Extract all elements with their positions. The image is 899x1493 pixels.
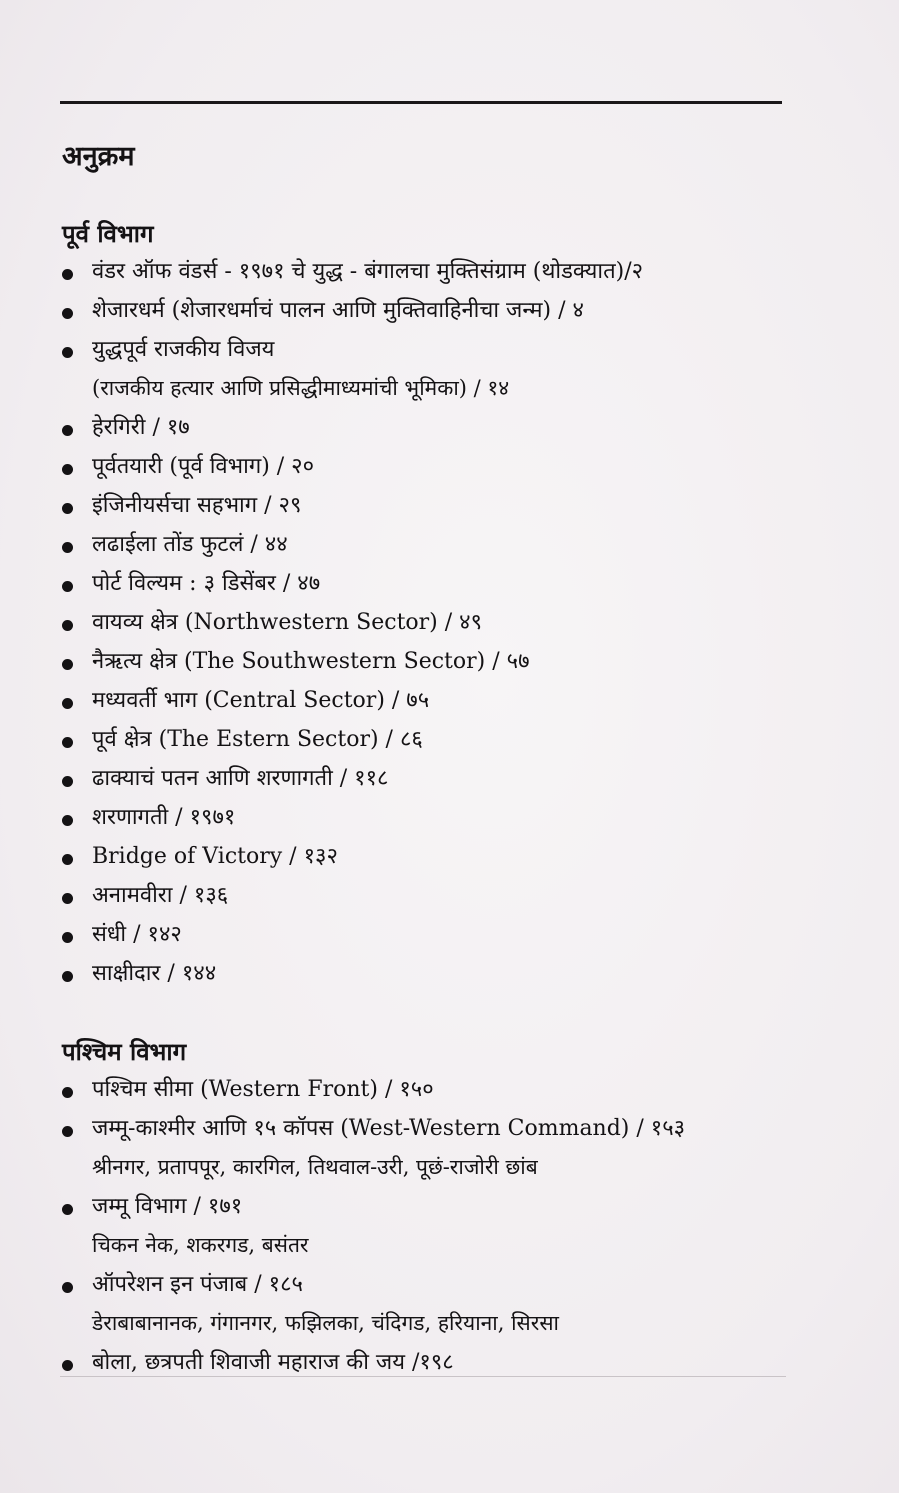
bullet-icon <box>62 971 73 982</box>
bullet-icon <box>62 269 73 280</box>
toc-entry-text: इंजिनीयर्सचा सहभाग / २९ <box>92 493 302 518</box>
toc-entry-text: पूर्वतयारी (पूर्व विभाग) / २० <box>92 454 315 479</box>
bullet-icon <box>62 1087 73 1098</box>
section-heading-west: पश्चिम विभाग <box>62 1037 187 1066</box>
bullet-icon <box>62 815 73 826</box>
toc-entry <box>62 1070 792 1109</box>
bullet-icon <box>62 1126 73 1137</box>
bullet-icon <box>62 854 73 865</box>
toc-entry <box>62 1187 792 1265</box>
bullet-icon <box>62 464 73 475</box>
toc-entry-text: शेजारधर्म (शेजारधर्माचं पालन आणि मुक्तिवाहिनीचा जन्म) / ४ <box>92 298 584 323</box>
toc-entry-text: बोला, छत्रपती शिवाजी महाराज की जय /१९८ <box>92 1350 454 1375</box>
toc-entry-text: ऑपरेशन इन पंजाब / १८५ <box>92 1272 303 1297</box>
toc-entry <box>62 954 792 993</box>
bullet-icon <box>62 698 73 709</box>
toc-entry <box>62 252 792 291</box>
toc-entry <box>62 837 792 876</box>
top-rule <box>60 101 782 104</box>
bullet-icon <box>62 776 73 787</box>
toc-entry-text: पोर्ट विल्यम : ३ डिसेंबर / ४७ <box>92 571 321 596</box>
section-heading-east: पूर्व विभाग <box>62 219 154 248</box>
toc-entry-text: शरणागती / १९७१ <box>92 805 236 830</box>
toc-entry-subtext: डेराबाबानानक, गंगानगर, फझिलका, चंदिगड, हरियाना, सिरसा <box>92 1311 559 1335</box>
toc-entry <box>62 408 792 447</box>
toc-entry-subtext: (राजकीय हत्यार आणि प्रसिद्धीमाध्यमांची भूमिका) / १४ <box>92 376 510 400</box>
toc-entry <box>62 759 792 798</box>
bullet-icon <box>62 893 73 904</box>
toc-entry-text: हेरगिरी / १७ <box>92 415 190 440</box>
toc-entry-text: संधी / १४२ <box>92 922 182 947</box>
toc-entry-subtext: श्रीनगर, प्रतापपूर, कारगिल, तिथवाल-उरी, पूछं-राजोरी छांब <box>92 1155 538 1179</box>
toc-entry-text: पश्चिम सीमा (Western Front) / १५० <box>92 1077 434 1102</box>
toc-entry-subtext: चिकन नेक, शकरगड, बसंतर <box>92 1233 309 1257</box>
toc-entry <box>62 798 792 837</box>
bullet-icon <box>62 932 73 943</box>
toc-entry <box>62 564 792 603</box>
bullet-icon <box>62 308 73 319</box>
toc-entry-text: युद्धपूर्व राजकीय विजय <box>92 337 275 362</box>
bullet-icon <box>62 659 73 670</box>
toc-entry-text: वायव्य क्षेत्र (Northwestern Sector) / ४९ <box>92 610 483 635</box>
toc-entry-text: वंडर ऑफ वंडर्स - १९७१ चे युद्ध - बंगालचा मुक्तिसंग्राम (थोडक्यात)/२ <box>92 259 644 284</box>
toc-entry-text: अनामवीरा / १३६ <box>92 883 229 908</box>
toc-entry <box>62 1109 792 1187</box>
toc-list-east <box>62 252 792 993</box>
toc-entry-text: मध्यवर्ती भाग (Central Sector) / ७५ <box>92 688 430 713</box>
toc-entry <box>62 1265 792 1343</box>
toc-entry <box>62 642 792 681</box>
bullet-icon <box>62 425 73 436</box>
toc-entry <box>62 486 792 525</box>
bullet-icon <box>62 542 73 553</box>
toc-entry <box>62 876 792 915</box>
bullet-icon <box>62 581 73 592</box>
toc-entry-text: Bridge of Victory / १३२ <box>92 844 338 869</box>
toc-entry-text: पूर्व क्षेत्र (The Estern Sector) / ८६ <box>92 727 423 752</box>
toc-entry <box>62 291 792 330</box>
toc-entry-text: साक्षीदार / १४४ <box>92 961 217 986</box>
toc-entry-text: ढाक्याचं पतन आणि शरणागती / ११८ <box>92 766 389 791</box>
bullet-icon <box>62 1282 73 1293</box>
toc-entry <box>62 681 792 720</box>
bottom-rule <box>60 1376 786 1377</box>
bullet-icon <box>62 503 73 514</box>
toc-entry-text: जम्मू-काश्मीर आणि १५ कॉपस (West-Western Command) / १५३ <box>92 1116 686 1141</box>
bullet-icon <box>62 347 73 358</box>
toc-entry <box>62 603 792 642</box>
toc-entry <box>62 720 792 759</box>
toc-entry-text: जम्मू विभाग / १७१ <box>92 1194 243 1219</box>
page-title: अनुक्रम <box>62 141 135 172</box>
toc-entry <box>62 525 792 564</box>
toc-entry <box>62 447 792 486</box>
toc-entry-text: नैऋत्य क्षेत्र (The Southwestern Sector) / ५७ <box>92 649 530 674</box>
bullet-icon <box>62 1204 73 1215</box>
toc-entry <box>62 915 792 954</box>
bullet-icon <box>62 737 73 748</box>
toc-list-west <box>62 1070 792 1382</box>
toc-entry-text: लढाईला तोंड फुटलं / ४४ <box>92 532 288 557</box>
toc-entry <box>62 330 792 408</box>
bullet-icon <box>62 1360 73 1371</box>
bullet-icon <box>62 620 73 631</box>
